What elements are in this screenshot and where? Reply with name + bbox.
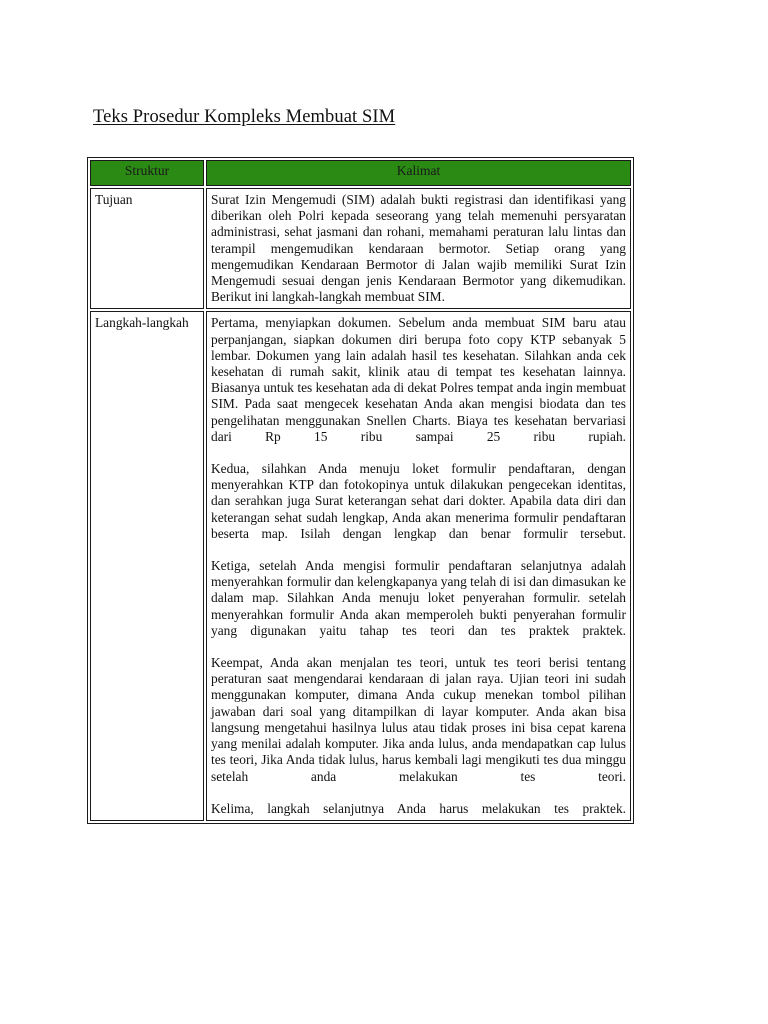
paragraph-langkah-1: Pertama, menyiapkan dokumen. Sebelum anda membuat SIM baru atau perpanjangan, siapkan dokumen diri berupa foto copy KTP sebanyak 5 lembar. Dokumen yang lain adalah hasil tes kesehatan. Silahkan anda cek kesehatan di rumah sakit, klinik atau di tempat tes kesehatan lainnya. Biasanya untuk tes kesehatan ada di dekat Polres tempat anda ingin membuat SIM. Pada saat mengecek kesehatan Anda akan mengisi biodata dan tes pengelihatan menggunakan Snellen Charts. Biaya tes kesehatan bervariasi dari Rp 15 ribu sampai 25 ribu rupiah.	[211, 315, 626, 444]
struktur-cell-langkah: Langkah-langkah	[90, 311, 204, 820]
header-struktur: Struktur	[90, 160, 204, 186]
header-kalimat: Kalimat	[206, 160, 631, 186]
procedure-table	[87, 157, 634, 824]
table-row-tujuan	[90, 188, 631, 309]
kalimat-cell-tujuan	[206, 188, 631, 309]
paragraph-tujuan: Surat Izin Mengemudi (SIM) adalah bukti registrasi dan identifikasi yang diberikan oleh Polri kepada seseorang yang telah memenuhi persyaratan administrasi, sehat jasmani dan rohani, memahami peraturan lalu lintas dan terampil mengemudikan kendaraan bermotor. Setiap orang yang mengemudikan Kendaraan Bermotor di Jalan wajib memiliki Surat Izin Mengemudi sesuai dengan jenis Kendaraan Bermotor yang dikemudikan. Berikut ini langkah-langkah membuat SIM.	[211, 192, 626, 305]
paragraph-langkah-5: Kelima, langkah selanjutnya Anda harus melakukan tes praktek.	[211, 800, 626, 816]
paragraph-langkah-4: Keempat, Anda akan menjalan tes teori, untuk tes teori berisi tentang peraturan saat mengendarai kendaraan di jalan raya. Ujian teori ini sudah menggunakan komputer, dimana Anda cukup menekan tombol pilihan jawaban dari soal yang ditampilkan di layar komputer. Anda akan bisa langsung mengetahui hasilnya lulus atau tidak proses ini bisa cepat karena yang menilai adalah komputer. Jika anda lulus, anda mendapatkan cap lulus tes teori, Jika Anda tidak lulus, harus kembali lagi mengikuti tes dua minggu setelah anda melakukan tes teori.	[211, 655, 626, 784]
page-title: Teks Prosedur Kompleks Membuat SIM	[93, 107, 396, 127]
kalimat-cell-langkah	[206, 311, 631, 820]
paragraph-langkah-3: Ketiga, setelah Anda mengisi formulir pendaftaran selanjutnya adalah menyerahkan formulir dan kelengkapanya yang telah di isi dan dimasukan ke dalam map. Silahkan Anda menuju loket penyerahan formulir. setelah menyerahkan formulir Anda akan memperoleh bukti penyerahan formulir yang digunakan yaitu tahap tes teori dan tes praktek praktek.	[211, 558, 626, 638]
table-row-langkah	[90, 311, 631, 820]
struktur-cell-tujuan: Tujuan	[90, 188, 204, 309]
table-header-row	[90, 160, 631, 186]
paragraph-langkah-2: Kedua, silahkan Anda menuju loket formulir pendaftaran, dengan menyerahkan KTP dan fotokopinya untuk dilakukan pengecekan identitas, dan serahkan juga Surat keterangan sehat dari dokter. Apabila data diri dan keterangan sehat sudah lengkap, Anda akan menerima formulir pendaftaran beserta map. Isilah dengan lengkap dan benar formulir tersebut.	[211, 461, 626, 541]
